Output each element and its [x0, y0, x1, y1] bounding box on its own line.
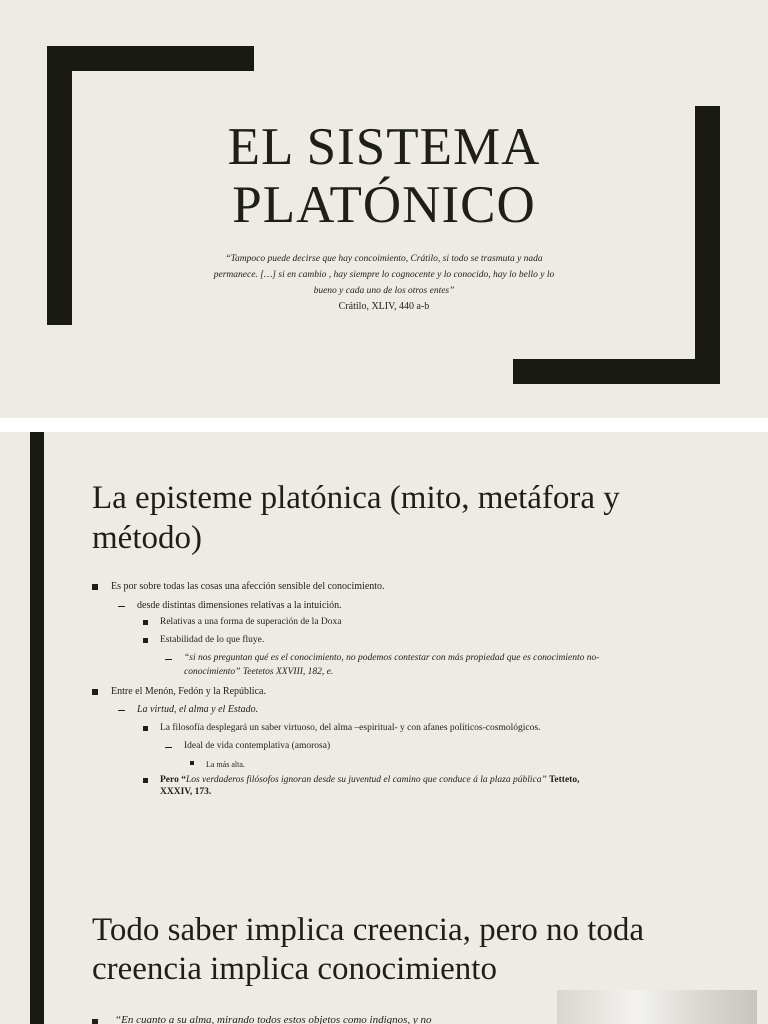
list-item: Relativas a una forma de superación de la Doxa	[160, 617, 342, 627]
list-item-quote-2: conocimiento” Teetetos XXVIII, 182, e.	[184, 667, 334, 677]
bullet-square	[190, 761, 194, 765]
frame-bottom-right-horizontal	[513, 359, 720, 384]
page-title	[0, 118, 768, 234]
list-item: Estabilidad de lo que fluye.	[160, 635, 265, 645]
statue-photo	[557, 990, 757, 1024]
list-item-part: el alma y el Estado.	[178, 704, 259, 715]
list-item-part: La virtud,	[137, 704, 177, 715]
bullet-square	[143, 638, 148, 643]
accent-bar	[30, 868, 44, 1024]
slide-heading: La episteme platónica (mito, metáfora y método)	[92, 480, 620, 556]
bullet-square	[143, 726, 148, 731]
list-item: desde distintas dimensiones relativas a la intuición.	[137, 600, 342, 611]
list-item: Ideal de vida contemplativa (amorosa)	[184, 741, 331, 751]
list-item-part: Pero “	[160, 775, 186, 785]
bullet-dash	[118, 710, 125, 711]
title-line-1: EL SISTEMA	[227, 118, 541, 176]
bullet-dash	[165, 659, 172, 660]
quote-line-2: permanece. […] si en cambio , hay siempre lo cognocente y lo conocido, hay lo bello y lo	[213, 270, 555, 280]
list-item-quote-1: “si nos preguntan qué es el conocimiento, no podemos contestar con más propiedad que es conocimiento no-	[184, 653, 600, 663]
list-item-part: Tetteto,	[546, 775, 580, 785]
list-item: La filosofía desplegará un saber virtuoso, del alma –espiritual- y con afanes políticos-cosmológicos.	[160, 723, 541, 733]
list-item: Es por sobre todas las cosas una afección sensible del conocimiento.	[111, 581, 385, 592]
quote-line-3: bueno y cada uno de los otros entes”	[313, 286, 455, 296]
quote-line-1: “Tampoco puede decirse que hay concoimiento, Crátilo, si todo se trasmuta y nada	[225, 254, 543, 264]
slide-episteme	[0, 432, 768, 868]
bullet-dash	[165, 747, 172, 748]
bullet-dash	[118, 606, 125, 607]
bullet-square	[143, 778, 148, 783]
list-item-pero	[160, 773, 579, 788]
list-item-part: Los verdaderos filósofos ignoran desde su juventud el camino que conduce á la plaza pública”	[185, 775, 547, 785]
list-item: La más alta.	[206, 760, 245, 769]
frame-top-left-horizontal	[47, 46, 254, 71]
accent-bar	[30, 432, 44, 868]
list-item	[137, 702, 258, 717]
epigraph-citation: Crátilo, XLIV, 440 a-b	[338, 301, 430, 312]
list-item: Entre el Menón, Fedón y la República.	[111, 686, 266, 697]
slide-title	[0, 0, 768, 418]
bullet-square	[92, 689, 98, 695]
list-item-pero-line2: XXXIV, 173.	[160, 787, 212, 797]
bullet-square	[92, 584, 98, 590]
bullet-square	[143, 620, 148, 625]
bullet-square	[92, 1019, 98, 1024]
list-item: “En cuanto a su alma, mirando todos estos objetos como indignos, y no	[115, 1014, 432, 1024]
slide-heading: Todo saber implica creencia, pero no toda creencia implica conocimiento	[92, 912, 645, 987]
slide-creencia	[0, 868, 768, 1024]
epigraph-quote	[168, 251, 600, 299]
title-line-2: PLATÓNICO	[232, 176, 536, 234]
